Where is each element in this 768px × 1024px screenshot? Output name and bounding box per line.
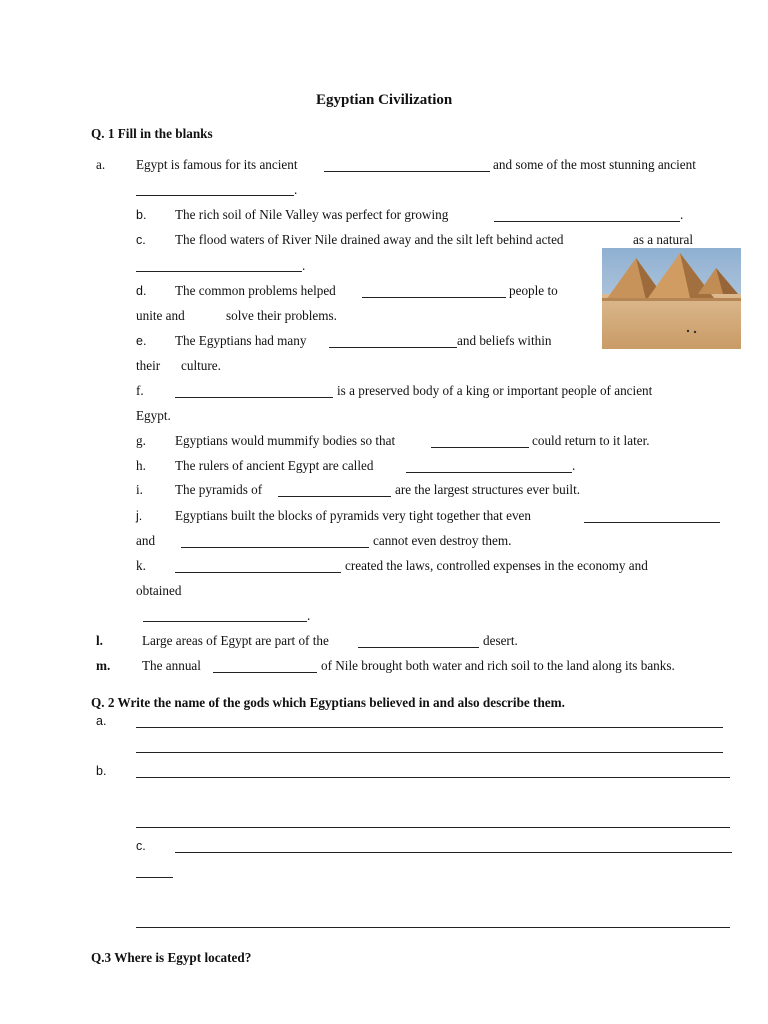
item-h-text-1: The rulers of ancient Egypt are called (175, 458, 374, 473)
q3-heading: Q.3 Where is Egypt located? (91, 950, 252, 965)
answer-line[interactable] (136, 827, 730, 828)
item-g-text-1: Egyptians would mummify bodies so that (175, 433, 396, 448)
item-j-text-3: cannot even destroy them. (373, 533, 512, 548)
item-b-text-1: The rich soil of Nile Valley was perfect for growing (175, 207, 449, 222)
answer-line[interactable] (175, 852, 732, 853)
item-e-marker: e. (136, 334, 147, 348)
item-i-text-2: are the largest structures ever built. (395, 482, 581, 497)
item-d-text-4: solve their problems. (226, 308, 337, 323)
item-b-text-2: . (680, 207, 684, 222)
item-j-text-1: Egyptians built the blocks of pyramids very tight together that even (175, 508, 531, 523)
answer-line[interactable] (136, 727, 723, 728)
blank-line[interactable] (143, 621, 307, 622)
answer-line[interactable] (136, 777, 730, 778)
pyramids-illustration (602, 248, 741, 349)
item-i-marker: i. (136, 482, 143, 497)
answer-line[interactable] (136, 752, 723, 753)
item-i-text-1: The pyramids of (175, 482, 263, 497)
answer-line[interactable] (136, 877, 173, 878)
item-l-text-2: desert. (483, 633, 518, 648)
blank-line[interactable] (329, 347, 457, 348)
item-c-text-2: as a natural (633, 232, 694, 247)
item-d-text-2: people to (509, 283, 558, 298)
q2-marker-c: c. (136, 839, 146, 853)
item-k-marker: k. (136, 558, 146, 573)
item-a-text-1: Egypt is famous for its ancient (136, 157, 298, 172)
item-f-text-1: is a preserved body of a king or important people of ancient (337, 383, 653, 398)
item-f-marker: f. (136, 383, 144, 398)
item-d-marker: d. (136, 284, 147, 298)
answer-line[interactable] (136, 927, 730, 928)
blank-line[interactable] (584, 522, 720, 523)
item-f-text-2: Egypt. (136, 408, 171, 423)
item-c-text-1: The flood waters of River Nile drained away and the silt left behind acted (175, 232, 564, 247)
item-d-text-3: unite and (136, 308, 185, 323)
item-k-text-2: obtained (136, 583, 182, 598)
item-l-text-1: Large areas of Egypt are part of the (142, 633, 329, 648)
item-b-marker: b. (136, 208, 147, 222)
pyramids-image (602, 248, 741, 349)
page-title: Egyptian Civilization (316, 92, 453, 108)
blank-line[interactable] (324, 171, 490, 172)
blank-line[interactable] (175, 572, 341, 573)
blank-line[interactable] (278, 496, 391, 497)
item-j-marker: j. (136, 509, 143, 523)
blank-line[interactable] (213, 672, 317, 673)
q2-marker-b: b. (96, 764, 107, 778)
blank-line[interactable] (136, 271, 302, 272)
blank-line[interactable] (136, 195, 294, 196)
blank-line[interactable] (358, 647, 479, 648)
blank-line[interactable] (362, 297, 506, 298)
item-g-marker: g. (136, 433, 146, 448)
item-a-text-3: . (294, 182, 298, 197)
item-c-text-3: . (302, 258, 306, 273)
blank-line[interactable] (175, 397, 333, 398)
item-a-text-2: and some of the most stunning ancient (493, 157, 696, 172)
item-e-text-2: and beliefs within (457, 333, 552, 348)
item-c-marker: c. (136, 233, 146, 247)
item-e-text-4: culture. (181, 358, 221, 373)
q2-marker-a: a. (96, 714, 107, 728)
item-k-text-3: . (307, 608, 311, 623)
q2-heading: Q. 2 Write the name of the gods which Egyptians believed in and also describe them. (91, 695, 565, 710)
item-d-text-1: The common problems helped (175, 283, 336, 298)
item-m-text-2: of Nile brought both water and rich soil to the land along its banks. (321, 658, 675, 673)
item-l-marker: l. (96, 633, 103, 648)
item-e-text-1: The Egyptians had many (175, 333, 307, 348)
item-j-text-2: and (136, 533, 156, 548)
item-k-text-1: created the laws, controlled expenses in the economy and (345, 558, 648, 573)
item-h-marker: h. (136, 458, 146, 473)
item-e-text-3: their (136, 358, 161, 373)
blank-line[interactable] (406, 472, 572, 473)
blank-line[interactable] (431, 447, 529, 448)
item-m-marker: m. (96, 658, 111, 673)
q1-heading: Q. 1 Fill in the blanks (91, 126, 213, 141)
item-h-text-2: . (572, 458, 576, 473)
item-g-text-2: could return to it later. (532, 433, 650, 448)
item-a-marker: a. (96, 157, 106, 172)
blank-line[interactable] (494, 221, 680, 222)
item-m-text-1: The annual (142, 658, 201, 673)
blank-line[interactable] (181, 547, 369, 548)
